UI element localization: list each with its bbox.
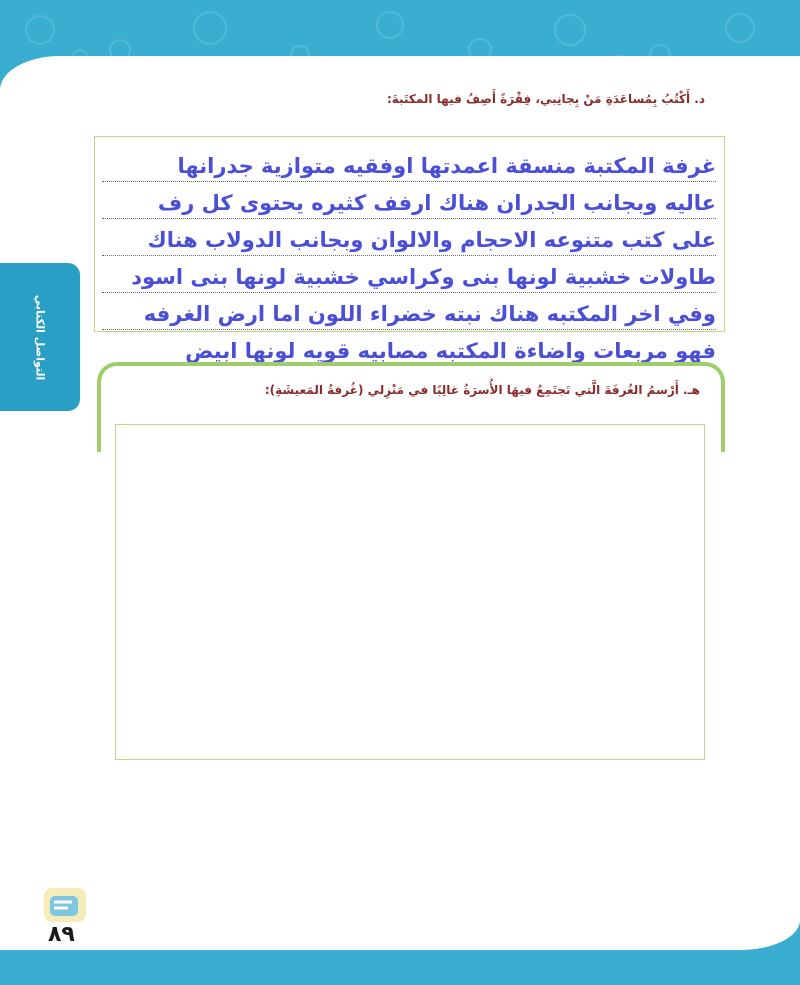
answer-line-text: على كتب متنوعه الاحجام والالوان وبجانب الدولاب هناك: [147, 228, 716, 252]
bottom-banner-curve: [0, 880, 800, 950]
answer-line[interactable]: [102, 145, 716, 182]
answer-line-text: عاليه وبجانب الجدران هناك ارفف كثيره يحتوى كل رف: [157, 191, 716, 215]
answer-line[interactable]: [102, 182, 716, 219]
answer-line-text: فهو مربعات واضاءة المكتبه مصابيه قويه لونها ابيض: [185, 339, 716, 363]
page-number: ٨٩: [48, 922, 75, 947]
answer-line-text: غرفة المكتبة منسقة اعمدتها اوفقيه متوازية جدرانها: [177, 154, 716, 178]
answer-line[interactable]: [102, 330, 716, 366]
answer-line-text: طاولات خشبية لونها بنى وكراسي خشبية لونها بنى اسود: [131, 265, 716, 289]
answer-line[interactable]: [102, 219, 716, 256]
drawing-area[interactable]: [115, 424, 705, 760]
side-tab-label: التواصل الكتابي: [33, 294, 47, 380]
side-tab-label-wrap: [0, 263, 80, 411]
answer-line[interactable]: [102, 293, 716, 330]
side-tab: [0, 263, 80, 411]
section-d-instruction: د. أَكْتُبُ بِمُساعَدَةِ مَنْ بِجانِبي، فِقْرَةً أَصِفُ فيها المكتَبةَ:: [386, 92, 705, 106]
book-logo-icon: [40, 878, 90, 926]
section-h-instruction: هـ. أَرْسمُ الغُرفَةَ الَّتي تَجتَمِعُ فيهَا الأُسرَةُ غالِبًا في مَنْزِلي (غُرفةُ المَعيشَةِ):: [264, 383, 700, 397]
answer-line-text: وفي اخر المكتبه هناك نبته خضراء اللون اما ارض الغرفه: [143, 302, 716, 326]
answer-line[interactable]: [102, 256, 716, 293]
answer-lines: [102, 145, 716, 366]
